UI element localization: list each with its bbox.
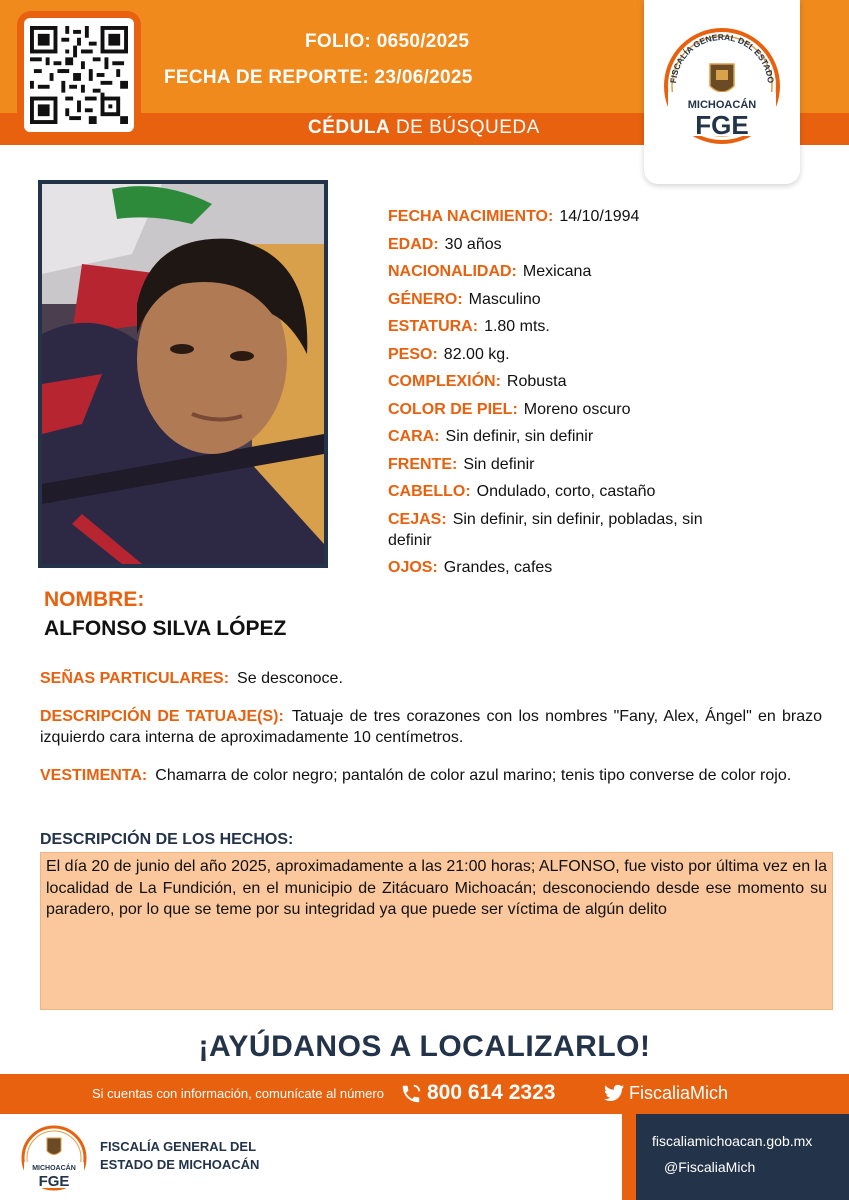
social-handle[interactable]: @FiscaliaMich (664, 1159, 756, 1175)
fge-seal-icon (662, 26, 782, 156)
detail-label: FRENTE: (388, 455, 458, 473)
detail-row (388, 313, 728, 341)
detail-row (388, 478, 728, 506)
detail-value: 82.00 kg. (443, 345, 510, 363)
detail-label: EDAD: (388, 235, 439, 253)
detail-row (388, 203, 728, 231)
missing-person-photo (38, 180, 328, 568)
detail-row (388, 451, 728, 479)
document-title-bold: CÉDULA (308, 117, 391, 138)
detail-value: Sin definir (463, 455, 535, 473)
document-title (308, 117, 540, 139)
logo-arc-text: FISCALÍA GENERAL DEL ESTADO (668, 31, 776, 84)
footer-org-name (100, 1138, 259, 1174)
detail-row (388, 554, 728, 582)
detail-label: NACIONALIDAD: (388, 263, 517, 280)
detail-row (388, 368, 728, 396)
detail-value: Mexicana (522, 263, 592, 280)
footer-contact-panel (636, 1114, 849, 1200)
detail-value: Moreno oscuro (523, 400, 631, 418)
tattoo-description (40, 706, 822, 748)
detail-row (388, 286, 728, 314)
detail-label: GÉNERO: (388, 290, 463, 308)
detail-row (388, 341, 728, 369)
person-photo-illustration (42, 184, 324, 564)
distinguishing-marks (40, 668, 822, 689)
detail-value: 1.80 mts. (484, 318, 550, 335)
detail-row (388, 506, 728, 554)
contact-info-text: Si cuentas con información, comunícate al número (92, 1086, 384, 1101)
detail-row (388, 258, 728, 286)
distinguishing-marks-label: SEÑAS PARTICULARES: (40, 670, 230, 687)
folio: FOLIO: 0650/2025 (305, 31, 470, 52)
clothing-label: VESTIMENTA: (40, 767, 148, 784)
qr-code (24, 18, 134, 132)
detail-row (388, 396, 728, 424)
footer-logo-state: MICHOACÁN (32, 1165, 76, 1172)
tattoo-label: DESCRIPCIÓN DE TATUAJE(S): (40, 708, 284, 725)
detail-value: Sin definir, sin definir, pobladas, sin definir (388, 510, 703, 549)
logo-abbr: FGE (695, 110, 749, 140)
detail-value: Robusta (506, 373, 567, 390)
detail-label: COLOR DE PIEL: (388, 400, 518, 418)
detail-label: CARA: (388, 428, 440, 445)
detail-row (388, 231, 728, 259)
tattoo-value: Tatuaje de tres corazones con los nombres "Fany, Alex, Ángel" en brazo izquierdo cara interna de aproximadamente 10 centímetros. (40, 708, 822, 746)
footer-org-line2: ESTADO DE MICHOACÁN (100, 1157, 260, 1172)
physical-details (388, 203, 728, 581)
call-to-action: ¡AYÚDANOS A LOCALIZARLO! (198, 1030, 651, 1063)
detail-label: PESO: (388, 345, 438, 363)
detail-label: ESTATURA: (388, 318, 479, 335)
phone-number[interactable]: 800 614 2323 (427, 1081, 556, 1104)
footer-accent-stripe (622, 1114, 636, 1200)
footer-logo-abbr: FGE (38, 1173, 70, 1190)
detail-label: FECHA NACIMIENTO: (388, 208, 554, 225)
footer-fge-seal-icon (20, 1124, 88, 1192)
website-link[interactable]: fiscaliamichoacan.gob.mx (652, 1133, 813, 1149)
detail-value: Grandes, cafes (443, 558, 553, 576)
facts-label: DESCRIPCIÓN DE LOS HECHOS: (40, 831, 294, 848)
detail-value: Sin definir, sin definir (445, 428, 594, 445)
detail-value: 14/10/1994 (559, 208, 640, 225)
clothing-description (40, 765, 822, 786)
footer-org-line1: FISCALÍA GENERAL DEL (100, 1139, 257, 1154)
footer (0, 1114, 849, 1200)
clothing-value: Chamarra de color negro; pantalón de color azul marino; tenis tipo converse de color rojo. (155, 767, 792, 784)
fge-logo-card (644, 0, 800, 184)
document-title-rest: DE BÚSQUEDA (390, 117, 540, 138)
name-label: NOMBRE: (44, 588, 145, 611)
qr-code-icon (30, 26, 128, 124)
detail-value: Ondulado, corto, castaño (476, 483, 656, 500)
report-date: FECHA DE REPORTE: 23/06/2025 (164, 67, 473, 88)
contact-bar (0, 1074, 849, 1114)
qr-code-frame (17, 11, 141, 139)
detail-row (388, 423, 728, 451)
facts-description: El día 20 de junio del año 2025, aproximadamente a las 21:00 horas; ALFONSO, fue visto por última vez en la localidad de La Fundición, en el municipio de Zitácuaro Michoacán; desconociendo desde ese momento su paradero, por lo que se teme por su integridad ya que puede ser víctima de algún delito (40, 852, 833, 1010)
person-name: ALFONSO SILVA LÓPEZ (44, 617, 287, 640)
detail-value: Masculino (468, 290, 541, 308)
distinguishing-marks-value: Se desconoce. (237, 670, 343, 687)
twitter-icon (604, 1084, 624, 1102)
phone-icon (400, 1083, 422, 1105)
logo-state: MICHOACÁN (687, 99, 757, 111)
detail-value: 30 años (444, 235, 502, 253)
detail-label: CABELLO: (388, 483, 471, 500)
detail-label: CEJAS: (388, 510, 447, 528)
detail-label: OJOS: (388, 558, 438, 576)
detail-label: COMPLEXIÓN: (388, 373, 501, 390)
twitter-handle[interactable]: FiscaliaMich (629, 1083, 729, 1103)
